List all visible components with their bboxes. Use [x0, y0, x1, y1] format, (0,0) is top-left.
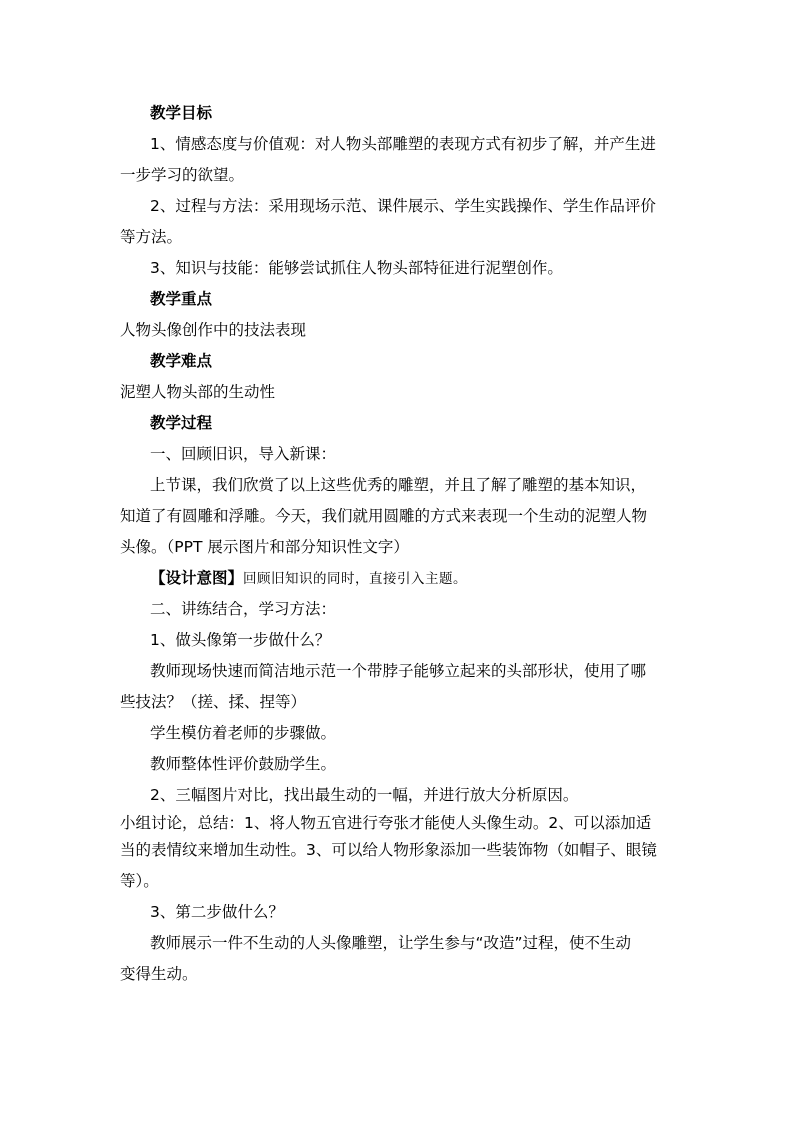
question-1-student: 学生模仿着老师的步骤做。 [150, 724, 337, 742]
document-page [120, 98, 676, 990]
step-1-text-line-1: 上节课，我们欣赏了以上这些优秀的雕塑，并且了解了雕塑的基本知识， [150, 476, 647, 494]
goal-2-line-2: 等方法。 [120, 228, 183, 246]
step-1-title: 一、回顾旧识，导入新课： [150, 445, 337, 463]
step-1-text-line-2: 知道了有圆雕和浮雕。今天，我们就用圆雕的方式来表现一个生动的泥塑人物 [120, 507, 648, 525]
design-intent-label: 【设计意图】 [150, 569, 244, 587]
goal-2-line-1: 2、过程与方法：采用现场示范、课件展示、学生实践操作、学生作品评价 [150, 197, 656, 215]
question-1-eval: 教师整体性评价鼓励学生。 [150, 755, 337, 773]
difficulty-text: 泥塑人物头部的生动性 [120, 383, 276, 401]
design-intent [120, 563, 676, 594]
question-2-text-line-3: 等）。 [120, 872, 159, 890]
section-heading-difficulty: 教学难点 [150, 352, 213, 370]
section-heading-process: 教学过程 [150, 414, 213, 432]
question-3-text-line-2: 变得生动。 [120, 965, 198, 983]
section-heading-key: 教学重点 [150, 290, 213, 308]
question-3: 3、第二步做什么？ [150, 903, 284, 921]
question-2-text-line-2: 当的表情纹来增加生动性。3、可以给人物形象添加一些装饰物（如帽子、眼镜 [120, 841, 657, 859]
question-2: 2、三幅图片对比，找出最生动的一幅，并进行放大分析原因。 [150, 786, 579, 804]
question-1-text-line-1: 教师现场快速而简洁地示范一个带脖子能够立起来的头部形状，使用了哪 [150, 662, 647, 680]
goal-3: 3、知识与技能：能够尝试抓住人物头部特征进行泥塑创作。 [150, 259, 563, 277]
section-heading-goals: 教学目标 [150, 104, 213, 122]
goal-1-line-1: 1、情感态度与价值观：对人物头部雕塑的表现方式有初步了解，并产生进 [150, 135, 656, 153]
question-1: 1、做头像第一步做什么？ [150, 631, 331, 649]
key-text: 人物头像创作中的技法表现 [120, 321, 307, 339]
step-1-text-line-3: 头像。（PPT 展示图片和部分知识性文字） [120, 538, 409, 556]
step-2-title: 二、讲练结合，学习方法： [150, 600, 337, 618]
design-intent-text: 回顾旧知识的同时，直接引入主题。 [243, 571, 468, 587]
question-2-text-line-1: 小组讨论，总结：1、将人物五官进行夸张才能使人头像生动。2、可以添加适 [120, 814, 652, 832]
goal-1-line-2: 一步学习的欲望。 [120, 166, 245, 184]
question-1-text-line-2: 些技法？（搓、揉、捏等） [120, 693, 307, 711]
question-3-text-line-1: 教师展示一件不生动的人头像雕塑，让学生参与“改造”过程，使不生动 [150, 934, 632, 952]
